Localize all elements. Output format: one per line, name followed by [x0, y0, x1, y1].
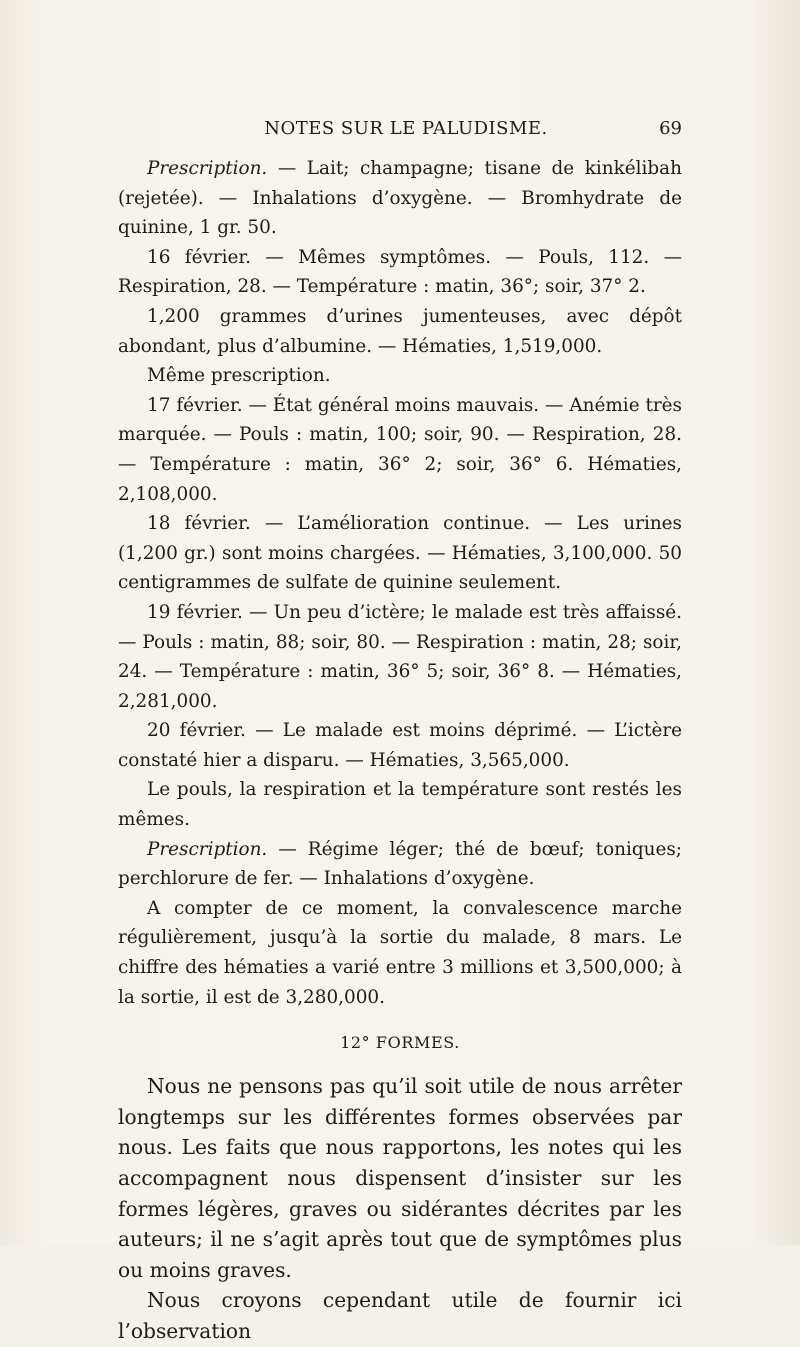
paragraph-prescription-2: Prescription. — Régime léger; thé de bœuf; toniques; perchlorure de fer. — Inhalations d’oxygène. — [118, 838, 682, 890]
paragraph-convalescence: A compter de ce moment, la convalescence marche régulièrement, jusqu’à la sortie du malade, 8 mars. Le chiffre des hématies a varié entre 3 millions et 3,500,000; à la sortie, il est de 3,280,000. — [118, 897, 682, 1008]
paragraph-19-fevrier: 19 février. — Un peu d’ictère; le malade est très affaissé. — Pouls : matin, 88; soir, 80. — Respiration : matin, 28; soir, 24. — Température : matin, 36° 5; soir, 36° 8. — Hématies, 2,281,000. — [118, 601, 682, 712]
running-title: NOTES SUR LE PALUDISME. — [264, 118, 548, 139]
paragraph-16-fevrier: 16 février. — Mêmes symptômes. — Pouls, 112. — Respiration, 28. — Température : matin, 36°; soir, 37° 2. — [118, 246, 682, 298]
prescription-label: Prescription. — [147, 158, 268, 179]
paragraph-urines: 1,200 grammes d’urines jumenteuses, avec dépôt abondant, plus d’albumine. — Hématies, 1,519,000. — [118, 305, 682, 357]
page-header — [130, 118, 682, 146]
paragraph-observation: Nous croyons cependant utile de fournir ici l’observation — [118, 1288, 682, 1343]
observation-notes — [118, 154, 682, 1012]
paragraph-formes: Nous ne pensons pas qu’il soit utile de nous arrêter longtemps sur les différentes formes observées par nous. Les faits que nous rapportons, les notes qui les accompagnent nous dispensent d’insister sur les formes légères, graves ou sidérantes décrites par les auteurs; il ne s’agit après tout que de symptômes plus ou moins graves. — [118, 1074, 682, 1282]
paragraph-prescription-1: Prescription. — Lait; champagne; tisane de kinkélibah (rejetée). — Inhalations d’oxygène. — Bromhydrate de quinine, 1 gr. 50. — [118, 158, 682, 239]
paragraph-pouls-respiration: Le pouls, la respiration et la température sont restés les mêmes. — [118, 779, 682, 831]
paragraph-20-fevrier: 20 février. — Le malade est moins déprimé. — L’ictère constaté hier a disparu. — Hématies, 3,565,000. — [118, 720, 682, 771]
section-body — [118, 1071, 682, 1346]
paragraph-17-fevrier: 17 février. — État général moins mauvais. — Anémie très marquée. — Pouls : matin, 100; soir, 90. — Respiration, 28. — Température : matin, 36° 2; soir, 36° 6. Hématies, 2,108,000. — [118, 394, 682, 505]
body-text — [118, 154, 682, 1347]
prescription-label: Prescription. — [147, 838, 268, 860]
paragraph-18-fevrier: 18 février. — L’amélioration continue. — Les urines (1,200 gr.) sont moins chargées. — Hématies, 3,100,000. 50 centigrammes de sulfate de quinine seulement. — [118, 513, 682, 594]
page-number: 69 — [659, 118, 682, 139]
section-heading: 12° FORMES. — [340, 1033, 460, 1053]
paragraph-meme-prescription: Même prescription. — [147, 365, 331, 387]
